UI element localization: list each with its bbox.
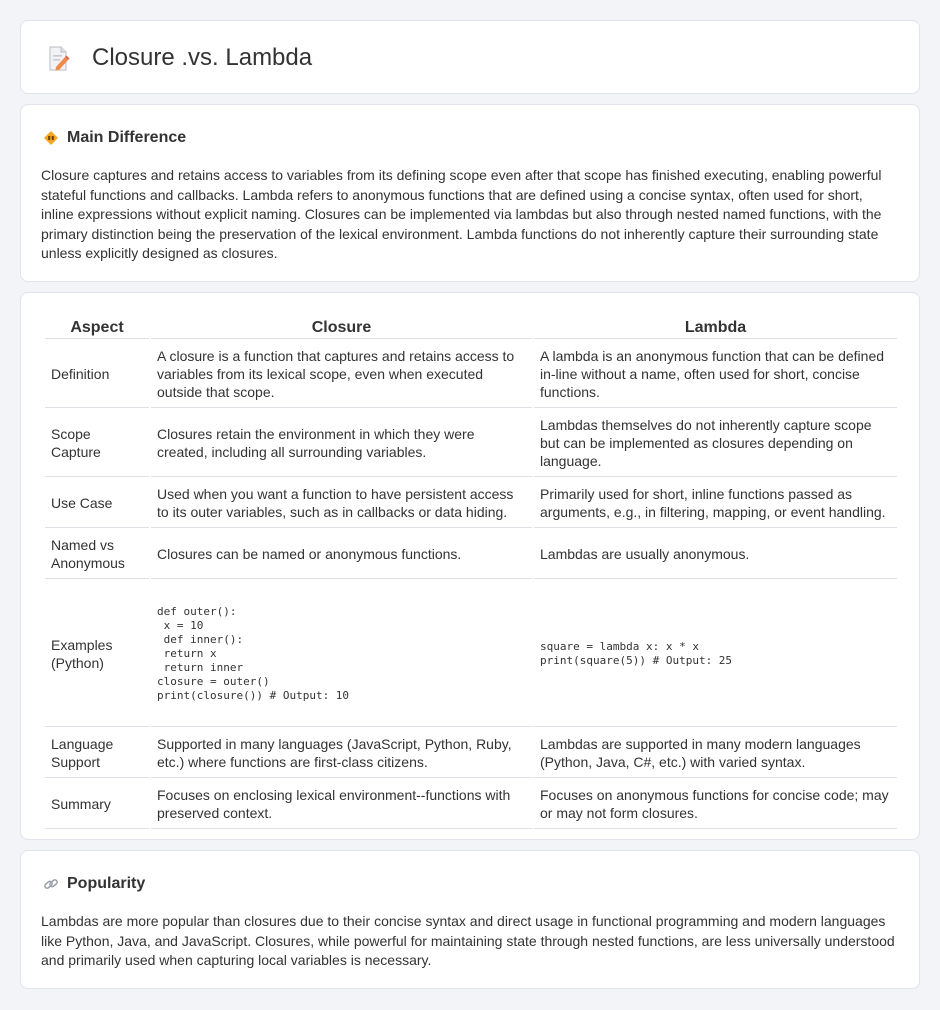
header-lambda: Lambda [534,317,897,339]
aspect-cell: Use Case [45,479,149,528]
table-row [45,581,897,727]
main-difference-text: Closure captures and retains access to variables from its defining scope even after that scope has finished executing, enabling powerful stateful functions and callbacks. Lambda refers to anonymous functions that are defined using a concise syntax, often used for short, inline expressions without explicit naming. Closures can be implemented via lambdas but also through nested named functions, with the primary distinction being the preservation of the lexical environment. Lambda functions do not inherently capture their surrounding state unless explicitly designed as closures. [41,167,882,261]
closure-cell: Closures retain the environment in which they were created, including all surrounding variables. [151,410,532,477]
popularity-heading: Popularity [67,875,146,892]
lambda-cell: Lambdas themselves do not inherently capture scope but can be implemented as closures depending on language. [534,410,897,477]
title-card [20,20,920,94]
main-difference-heading: Main Difference [67,129,187,146]
lambda-cell: A lambda is an anonymous function that can be defined in-line without a name, often used for short, concise functions. [534,341,897,408]
closure-code-cell [151,581,532,727]
lambda-cell: Primarily used for short, inline functions passed as arguments, e.g., in filtering, mapping, or event handling. [534,479,897,528]
lambda-code-cell [534,581,897,727]
lambda-code-example: square = lambda x: x * x print(square(5)) # Output: 25 [540,639,733,667]
aspect-cell: Language Support [45,729,149,778]
lambda-cell: Focuses on anonymous functions for concise code; may or may not form closures. [534,780,897,829]
closure-cell: Closures can be named or anonymous functions. [151,530,532,579]
table-row [45,530,897,579]
closure-cell: Supported in many languages (JavaScript, Python, Ruby, etc.) where functions are first-class citizens. [151,729,532,778]
closure-cell: Focuses on enclosing lexical environment--functions with preserved context. [151,780,532,829]
table-header-row [45,317,897,339]
aspect-cell: Summary [45,780,149,829]
aspect-cell: Examples (Python) [45,581,149,727]
table-row [45,479,897,528]
lambda-cell: Lambdas are usually anonymous. [534,530,897,579]
diamond-icon [43,130,59,146]
popularity-section [20,850,920,989]
comparison-table-card [20,292,920,840]
aspect-cell: Named vs Anonymous [45,530,149,579]
table-row [45,410,897,477]
page-title: Closure .vs. Lambda [92,44,313,71]
link-icon [43,876,59,892]
aspect-cell: Definition [45,341,149,408]
header-closure: Closure [151,317,532,339]
table-row [45,780,897,829]
closure-cell: A closure is a function that captures and retains access to variables from its lexical scope, even when executed outside that scope. [151,341,532,408]
closure-cell: Used when you want a function to have persistent access to its outer variables, such as in callbacks or data hiding. [151,479,532,528]
closure-code-example: def outer(): x = 10 def inner(): return x return inner closure = outer() print(closure()) # Output: 10 [157,604,350,702]
popularity-text: Lambdas are more popular than closures due to their concise syntax and direct usage in functional programming and modern languages like Python, Java, and JavaScript. Closures, while powerful for maintaining state through nested functions, are less universally understood and primarily used when capturing local variables is necessary. [41,913,895,968]
aspect-cell: Scope Capture [45,410,149,477]
document-edit-icon [47,46,71,72]
header-aspect: Aspect [45,317,149,339]
lambda-cell: Lambdas are supported in many modern languages (Python, Java, C#, etc.) with varied syntax. [534,729,897,778]
main-difference-section [20,104,920,282]
table-row [45,341,897,408]
table-row [45,729,897,778]
comparison-table [43,315,899,831]
